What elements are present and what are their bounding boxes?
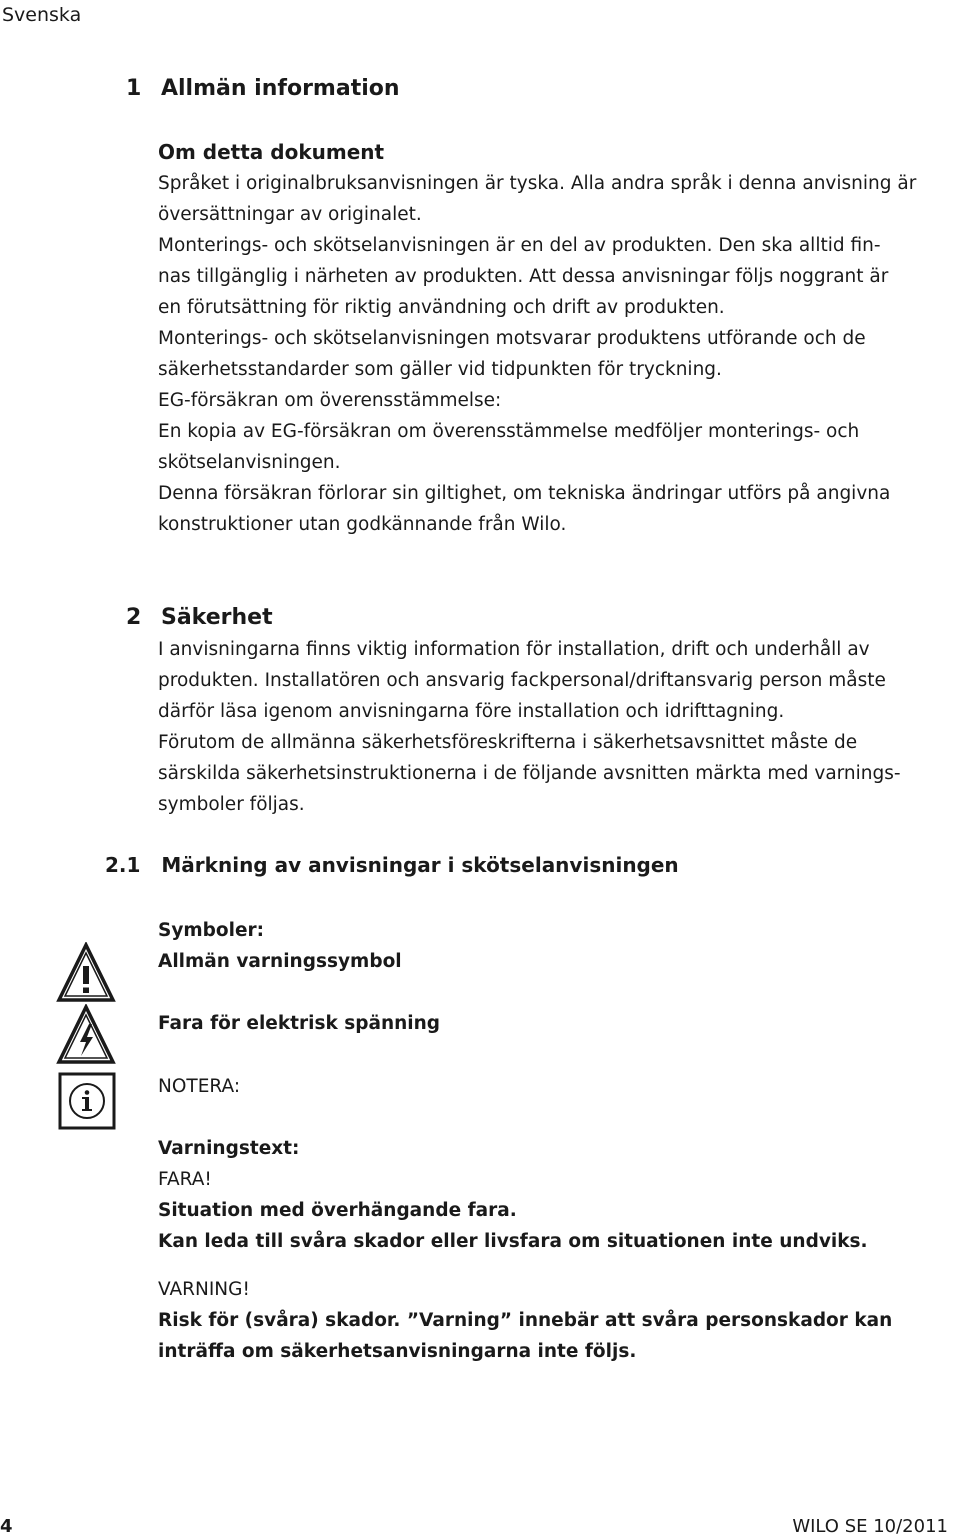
- section-title: Märkning av anvisningar i skötselanvisningen: [161, 853, 679, 877]
- document-reference: WILO SE 10/2011: [792, 1516, 948, 1537]
- body-line: produkten. Installatören och ansvarig fackpersonal/driftansvarig person måste: [158, 670, 886, 691]
- body-line: symboler följas.: [158, 794, 305, 815]
- danger-line: Situation med överhängande fara.: [158, 1200, 517, 1221]
- body-line: Förutom de allmänna säkerhetsföreskrifterna i säkerhetsavsnittet måste de: [158, 732, 858, 753]
- symbols-label: Symboler:: [158, 920, 265, 941]
- note-label: NOTERA:: [158, 1076, 241, 1097]
- body-line: EG-försäkran om överensstämmelse:: [158, 390, 502, 411]
- danger-title: FARA!: [158, 1169, 212, 1190]
- body-line: skötselanvisningen.: [158, 452, 341, 473]
- body-line: Denna försäkran förlorar sin giltighet, om tekniska ändringar utförs på angivna: [158, 483, 891, 504]
- subsection-title: Om detta dokument: [158, 140, 385, 164]
- section-2-1-heading: [105, 853, 679, 877]
- warning-block: [158, 1274, 948, 1367]
- body-line: En kopia av EG-försäkran om överensstämmelse medföljer monterings- och: [158, 421, 860, 442]
- section-1-body: [158, 137, 948, 540]
- body-line: därför läsa igenom anvisningarna före installation och idrifttagning.: [158, 701, 785, 722]
- warning-text-block: [158, 1133, 948, 1257]
- body-line: översättningar av originalet.: [158, 204, 422, 225]
- body-line: en förutsättning för riktig användning och drift av produkten.: [158, 297, 725, 318]
- section-number: 1: [126, 76, 142, 101]
- body-line: Monterings- och skötselanvisningen är en del av produkten. Den ska alltid fin-: [158, 235, 881, 256]
- info-icon: [58, 1072, 116, 1130]
- section-1-heading: [126, 76, 400, 101]
- section-number: 2.1: [105, 853, 141, 877]
- body-line: konstruktioner utan godkännande från Wilo.: [158, 514, 567, 535]
- warning-title: VARNING!: [158, 1279, 250, 1300]
- body-line: Monterings- och skötselanvisningen motsvarar produktens utförande och de: [158, 328, 866, 349]
- warning-line: inträffa om säkerhetsanvisningarna inte följs.: [158, 1341, 637, 1362]
- language-label: Svenska: [2, 4, 82, 26]
- body-line: nas tillgänglig i närheten av produkten. Att dessa anvisningar följs noggrant är: [158, 266, 889, 287]
- electric-danger-label: Fara för elektrisk spänning: [158, 1013, 441, 1034]
- warning-line: Risk för (svåra) skador. ”Varning” innebär att svåra personskador kan: [158, 1310, 893, 1331]
- body-line: säkerhetsstandarder som gäller vid tidpunkten för tryckning.: [158, 359, 722, 380]
- section-2-body: [158, 634, 948, 820]
- section-title: Säkerhet: [160, 605, 273, 630]
- body-line: särskilda säkerhetsinstruktionerna i de följande avsnitten märkta med varnings-: [158, 763, 901, 784]
- danger-line: Kan leda till svåra skador eller livsfara om situationen inte undviks.: [158, 1231, 868, 1252]
- section-number: 2: [126, 605, 142, 630]
- body-line: I anvisningarna finns viktig information för installation, drift och underhåll av: [158, 639, 870, 660]
- body-line: Språket i originalbruksanvisningen är tyska. Alla andra språk i denna anvisning är: [158, 173, 917, 194]
- warning-triangle-icon: [56, 942, 116, 1004]
- electric-hazard-icon: [56, 1004, 116, 1066]
- page-number: 4: [0, 1516, 13, 1537]
- section-title: Allmän information: [160, 76, 400, 101]
- warning-text-label: Varningstext:: [158, 1138, 300, 1159]
- general-warning-label: Allmän varningssymbol: [158, 951, 402, 972]
- section-2-heading: [126, 605, 273, 630]
